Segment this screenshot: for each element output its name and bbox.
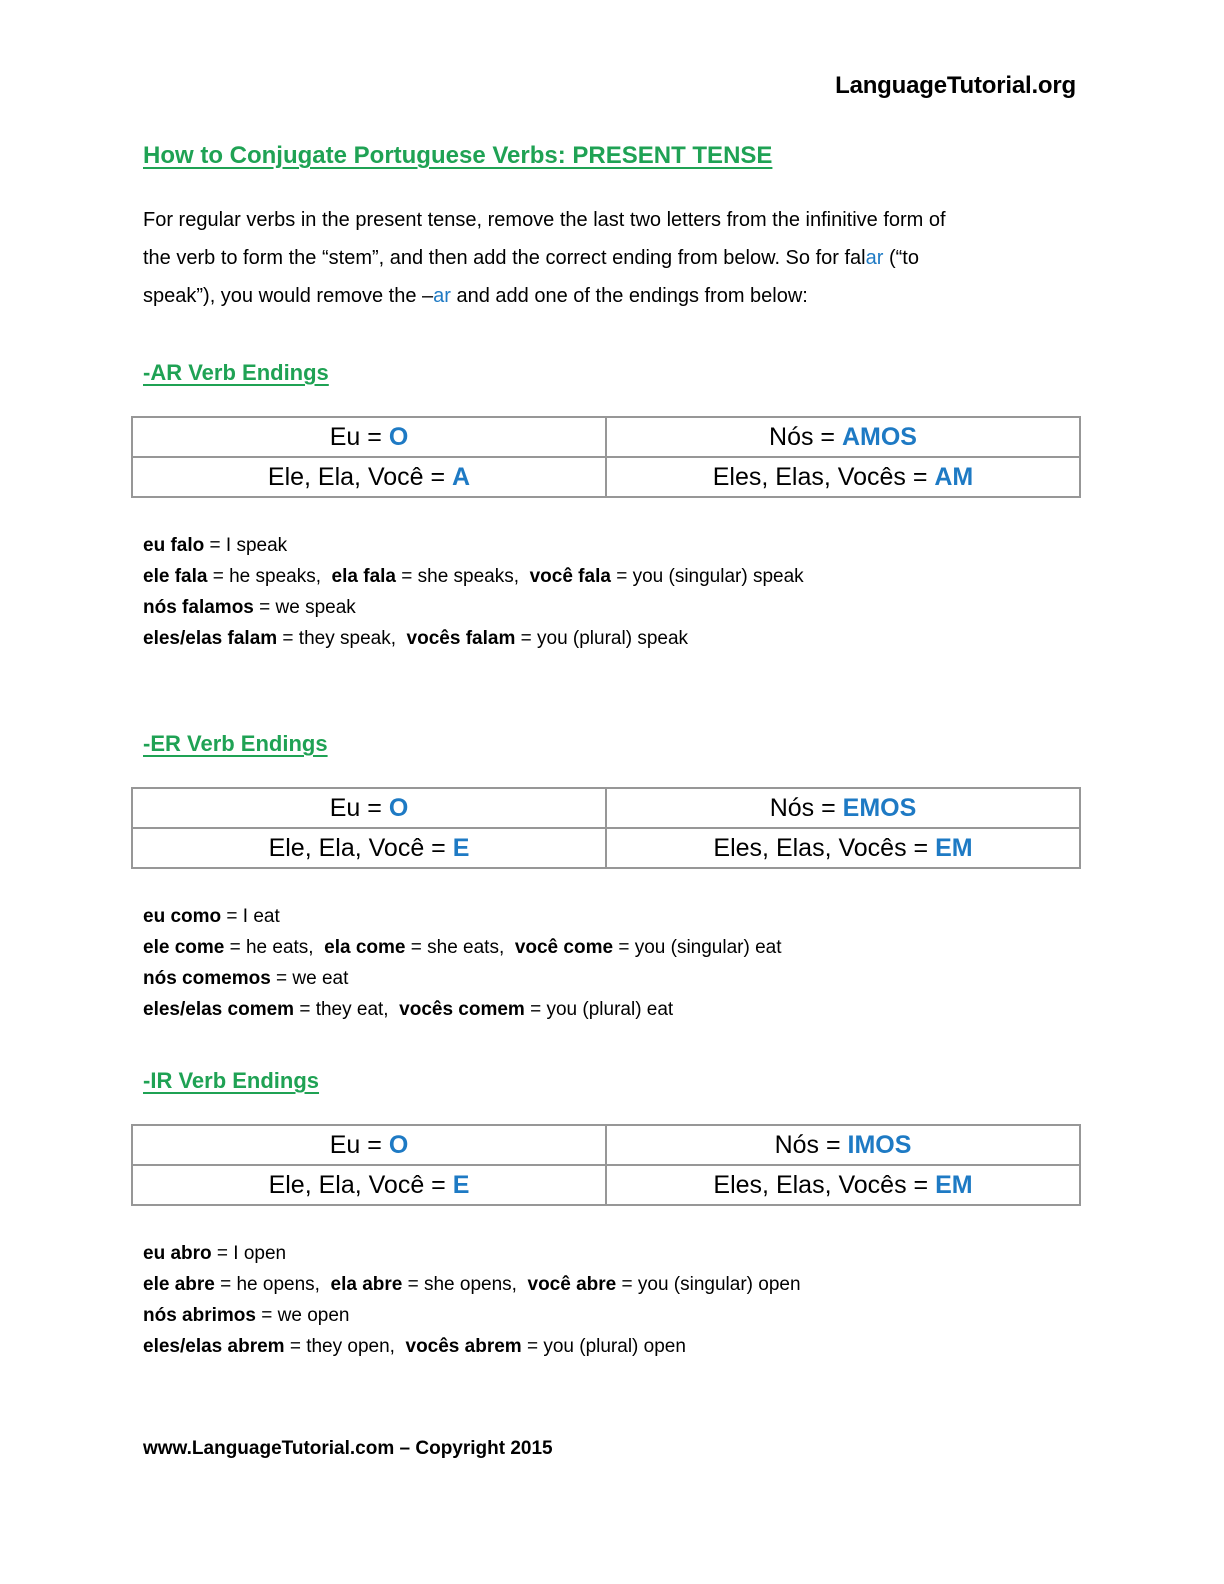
table-cell-eu — [132, 788, 606, 828]
table-cell-eles-elas-voces — [606, 1165, 1080, 1205]
text-segment: ar — [865, 247, 884, 269]
text-segment: and add one of the endings from below: — [450, 285, 808, 307]
text-segment: = they speak, — [277, 628, 407, 649]
text-segment: Eles, Elas, Vocês = — [713, 833, 936, 862]
example-line — [143, 1300, 801, 1331]
paragraph-line — [143, 239, 946, 277]
example-line — [143, 963, 782, 994]
section-heading: -IR Verb Endings — [143, 1068, 320, 1093]
highlighted-term: eu como — [143, 906, 222, 927]
text-segment: Eu = — [329, 793, 389, 822]
text-segment: Ele, Ela, Você = — [268, 833, 453, 862]
table-cell-ele-ela-voce — [132, 1165, 606, 1205]
conjugation-table-er — [131, 787, 1081, 869]
highlighted-term: ela fala — [331, 566, 396, 587]
text-segment: Eles, Elas, Vocês = — [713, 1170, 936, 1199]
table-cell-ele-ela-voce — [132, 828, 606, 868]
text-segment: speak”), you would remove the – — [143, 285, 434, 307]
table-cell-eles-elas-voces — [606, 457, 1080, 497]
highlighted-term: nós comemos — [143, 968, 271, 989]
highlighted-term: O — [388, 1130, 409, 1159]
highlighted-term: O — [388, 793, 409, 822]
text-segment: = they open, — [284, 1336, 406, 1357]
highlighted-term: vocês abrem — [405, 1336, 522, 1357]
table-cell-nos — [606, 1125, 1080, 1165]
section-ir-verb-endings — [0, 1068, 1224, 1398]
example-block — [143, 530, 804, 654]
intro-paragraph — [143, 201, 946, 315]
text-segment: = they eat, — [294, 999, 400, 1020]
table-row — [132, 417, 1080, 457]
highlighted-term: EMOS — [842, 793, 917, 822]
table-cell-nos — [606, 417, 1080, 457]
text-segment: = you (plural) speak — [515, 628, 689, 649]
table-cell-eu — [132, 417, 606, 457]
example-line — [143, 994, 782, 1025]
highlighted-term: AM — [934, 462, 974, 491]
table-cell-ele-ela-voce — [132, 457, 606, 497]
paragraph-line — [143, 277, 946, 315]
text-segment: Eu = — [329, 422, 389, 451]
section-heading: -ER Verb Endings — [143, 731, 328, 756]
highlighted-term: eu falo — [143, 535, 205, 556]
text-segment: = we speak — [253, 597, 356, 618]
text-segment: = you (plural) eat — [524, 999, 674, 1020]
example-line — [143, 561, 804, 592]
highlighted-term: eles/elas comem — [143, 999, 295, 1020]
highlighted-term: ele abre — [143, 1274, 215, 1295]
highlighted-term: nós falamos — [143, 597, 254, 618]
highlighted-term: IMOS — [847, 1130, 912, 1159]
table-row — [132, 1165, 1080, 1205]
conjugation-table-ar — [131, 416, 1081, 498]
example-line — [143, 901, 782, 932]
text-segment: Nós = — [769, 793, 843, 822]
example-line — [143, 623, 804, 654]
text-segment: = she opens, — [402, 1274, 528, 1295]
section-heading: -AR Verb Endings — [143, 360, 329, 385]
text-segment: = he speaks, — [207, 566, 332, 587]
text-segment: the verb to form the “stem”, and then add the correct ending from below. So for fal — [143, 247, 866, 269]
example-line — [143, 932, 782, 963]
text-segment: ar — [433, 285, 451, 307]
text-segment: Eles, Elas, Vocês = — [712, 462, 935, 491]
table-row — [132, 1125, 1080, 1165]
table-cell-nos — [606, 788, 1080, 828]
highlighted-term: ele come — [143, 937, 225, 958]
text-segment: Ele, Ela, Você = — [268, 1170, 453, 1199]
highlighted-term: ele fala — [143, 566, 208, 587]
text-segment: = he eats, — [224, 937, 325, 958]
example-line — [143, 1269, 801, 1300]
text-segment: Nós = — [774, 1130, 848, 1159]
table-row — [132, 788, 1080, 828]
text-segment: = you (singular) eat — [613, 937, 782, 958]
example-block — [143, 901, 782, 1025]
text-segment: = you (singular) speak — [610, 566, 804, 587]
highlighted-term: EM — [935, 1170, 973, 1199]
highlighted-term: A — [452, 462, 471, 491]
text-segment: (“to — [883, 247, 919, 269]
text-segment: = I speak — [204, 535, 288, 556]
conjugation-table-ir — [131, 1124, 1081, 1206]
text-segment: = you (singular) open — [616, 1274, 801, 1295]
example-line — [143, 1331, 801, 1362]
text-segment: = I eat — [221, 906, 280, 927]
highlighted-term: vocês falam — [406, 628, 516, 649]
table-row — [132, 828, 1080, 868]
site-name: LanguageTutorial.org — [835, 72, 1076, 99]
highlighted-term: E — [452, 1170, 470, 1199]
highlighted-term: ela abre — [330, 1274, 403, 1295]
text-segment: = we open — [255, 1305, 350, 1326]
footer-copyright: www.LanguageTutorial.com – Copyright 2015 — [143, 1438, 553, 1459]
highlighted-term: você abre — [527, 1274, 617, 1295]
highlighted-term: vocês comem — [399, 999, 525, 1020]
section-er-verb-endings — [0, 731, 1224, 1066]
text-segment: = she speaks, — [395, 566, 530, 587]
text-segment: = she eats, — [405, 937, 515, 958]
text-segment: Eu = — [329, 1130, 389, 1159]
text-segment: For regular verbs in the present tense, remove the last two letters from the infinitive form of — [143, 209, 946, 231]
text-segment: = he opens, — [214, 1274, 331, 1295]
text-segment: Nós = — [769, 422, 842, 451]
highlighted-term: eu abro — [143, 1243, 212, 1264]
example-line — [143, 530, 804, 561]
page-title: How to Conjugate Portuguese Verbs: PRESENT TENSE — [143, 142, 773, 169]
highlighted-term: O — [388, 422, 409, 451]
highlighted-term: eles/elas falam — [143, 628, 278, 649]
table-row — [132, 457, 1080, 497]
highlighted-term: E — [452, 833, 470, 862]
text-segment: Ele, Ela, Você = — [267, 462, 453, 491]
section-ar-verb-endings — [0, 360, 1224, 730]
paragraph-line — [143, 201, 946, 239]
table-cell-eu — [132, 1125, 606, 1165]
text-segment: = we eat — [270, 968, 349, 989]
example-block — [143, 1238, 801, 1362]
text-segment: = you (plural) open — [521, 1336, 686, 1357]
text-segment: = I open — [211, 1243, 287, 1264]
highlighted-term: você fala — [529, 566, 611, 587]
highlighted-term: ela come — [324, 937, 406, 958]
highlighted-term: EM — [935, 833, 973, 862]
table-cell-eles-elas-voces — [606, 828, 1080, 868]
example-line — [143, 592, 804, 623]
highlighted-term: eles/elas abrem — [143, 1336, 285, 1357]
highlighted-term: você come — [514, 937, 614, 958]
highlighted-term: AMOS — [841, 422, 917, 451]
highlighted-term: nós abrimos — [143, 1305, 256, 1326]
example-line — [143, 1238, 801, 1269]
